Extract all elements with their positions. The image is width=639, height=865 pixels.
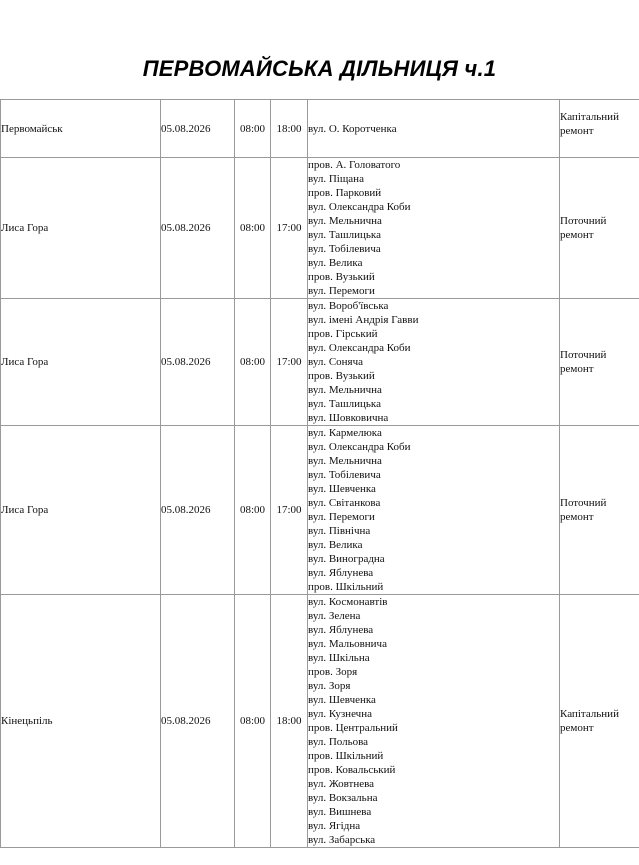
street-item: вул. Шкільна (308, 652, 370, 664)
street-item: вул. Тобілевича (308, 469, 381, 481)
street-item: вул. Вороб'ївська (308, 300, 389, 312)
street-item: вул. Піщана (308, 173, 364, 185)
streets-cell (308, 158, 560, 299)
date-cell: 05.08.2026 (161, 100, 235, 158)
table-row (1, 426, 639, 595)
end-time-cell: 17:00 (271, 158, 308, 299)
street-item: вул. О. Коротченка (308, 122, 397, 135)
street-item: вул. Кармелюка (308, 427, 382, 439)
end-time-cell: 18:00 (271, 100, 308, 158)
location-cell: Первомайськ (1, 100, 161, 158)
street-item: вул. Кузнечна (308, 708, 372, 720)
street-item: пров. Зоря (308, 666, 358, 678)
end-time-cell: 18:00 (271, 595, 308, 848)
start-time-cell: 08:00 (235, 595, 271, 848)
repair-type-cell: Капітальний ремонт (560, 100, 639, 158)
street-item: вул. Шевченка (308, 483, 376, 495)
date-cell: 05.08.2026 (161, 426, 235, 595)
streets-cell (308, 595, 560, 848)
street-item: вул. Забарська (308, 834, 376, 846)
start-time-cell: 08:00 (235, 100, 271, 158)
street-item: пров. Ковальський (308, 764, 396, 776)
street-item: вул. Олександра Коби (308, 441, 411, 453)
schedule-body (1, 100, 639, 848)
street-item: вул. Шевченка (308, 694, 376, 706)
page-title: ПЕРВОМАЙСЬКА ДІЛЬНИЦЯ ч.1 (142, 56, 497, 81)
street-item: вул. Тобілевича (308, 243, 381, 255)
street-item: вул. Мальовнича (308, 638, 387, 650)
street-item: пров. Гірський (308, 328, 378, 340)
end-time-cell: 17:00 (271, 426, 308, 595)
street-item: вул. Перемоги (308, 511, 375, 523)
street-item: вул. Північна (308, 525, 371, 537)
street-item: вул. Ташлицька (308, 398, 381, 410)
streets-cell (308, 100, 560, 158)
start-time-cell: 08:00 (235, 158, 271, 299)
street-item: вул. Польова (308, 736, 369, 748)
street-item: вул. Зелена (308, 610, 361, 622)
street-item: вул. Вишнева (308, 806, 372, 818)
location-cell: Кінецьпіль (1, 595, 161, 848)
street-item: вул. Мельнична (308, 215, 382, 227)
location-cell: Лиса Гора (1, 426, 161, 595)
street-item: вул. Олександра Коби (308, 342, 411, 354)
table-row (1, 158, 639, 299)
street-item: пров. Вузький (308, 271, 375, 283)
outage-schedule-table (0, 99, 639, 848)
table-row (1, 100, 639, 158)
street-item: вул. Космонавтів (308, 596, 388, 608)
street-item: вул. Жовтнева (308, 778, 375, 790)
street-item: вул. Шовковична (308, 412, 389, 424)
street-item: пров. Шкільний (308, 581, 384, 593)
date-cell: 05.08.2026 (161, 299, 235, 426)
street-item: пров. Шкільний (308, 750, 384, 762)
streets-cell (308, 299, 560, 426)
table-row (1, 299, 639, 426)
street-item: пров. Вузький (308, 370, 375, 382)
street-item: вул. імені Андрія Гавви (308, 314, 419, 326)
street-item: пров. Центральний (308, 722, 398, 734)
streets-cell (308, 426, 560, 595)
street-item: вул. Ягідна (308, 820, 361, 832)
street-item: пров. Парковий (308, 187, 382, 199)
street-item: вул. Олександра Коби (308, 201, 411, 213)
date-cell: 05.08.2026 (161, 158, 235, 299)
location-cell: Лиса Гора (1, 299, 161, 426)
street-item: вул. Зоря (308, 680, 351, 692)
start-time-cell: 08:00 (235, 426, 271, 595)
street-item: вул. Ташлицька (308, 229, 381, 241)
street-item: вул. Виноградна (308, 553, 385, 565)
street-item: вул. Яблунева (308, 624, 374, 636)
location-cell: Лиса Гора (1, 158, 161, 299)
street-item: пров. А. Головатого (308, 159, 401, 171)
street-item: вул. Велика (308, 257, 363, 269)
table-row (1, 595, 639, 848)
street-item: вул. Велика (308, 539, 363, 551)
end-time-cell: 17:00 (271, 299, 308, 426)
street-item: вул. Світанкова (308, 497, 381, 509)
repair-type-cell: Поточний ремонт (560, 426, 639, 595)
start-time-cell: 08:00 (235, 299, 271, 426)
street-item: вул. Мельнична (308, 455, 382, 467)
street-item: вул. Перемоги (308, 285, 375, 297)
date-cell: 05.08.2026 (161, 595, 235, 848)
repair-type-cell: Поточний ремонт (560, 299, 639, 426)
street-item: вул. Яблунева (308, 567, 374, 579)
street-item: вул. Вокзальна (308, 792, 378, 804)
street-item: вул. Соняча (308, 356, 364, 368)
street-item: вул. Мельнична (308, 384, 382, 396)
repair-type-cell: Поточний ремонт (560, 158, 639, 299)
repair-type-cell: Капітальний ремонт (560, 595, 639, 848)
